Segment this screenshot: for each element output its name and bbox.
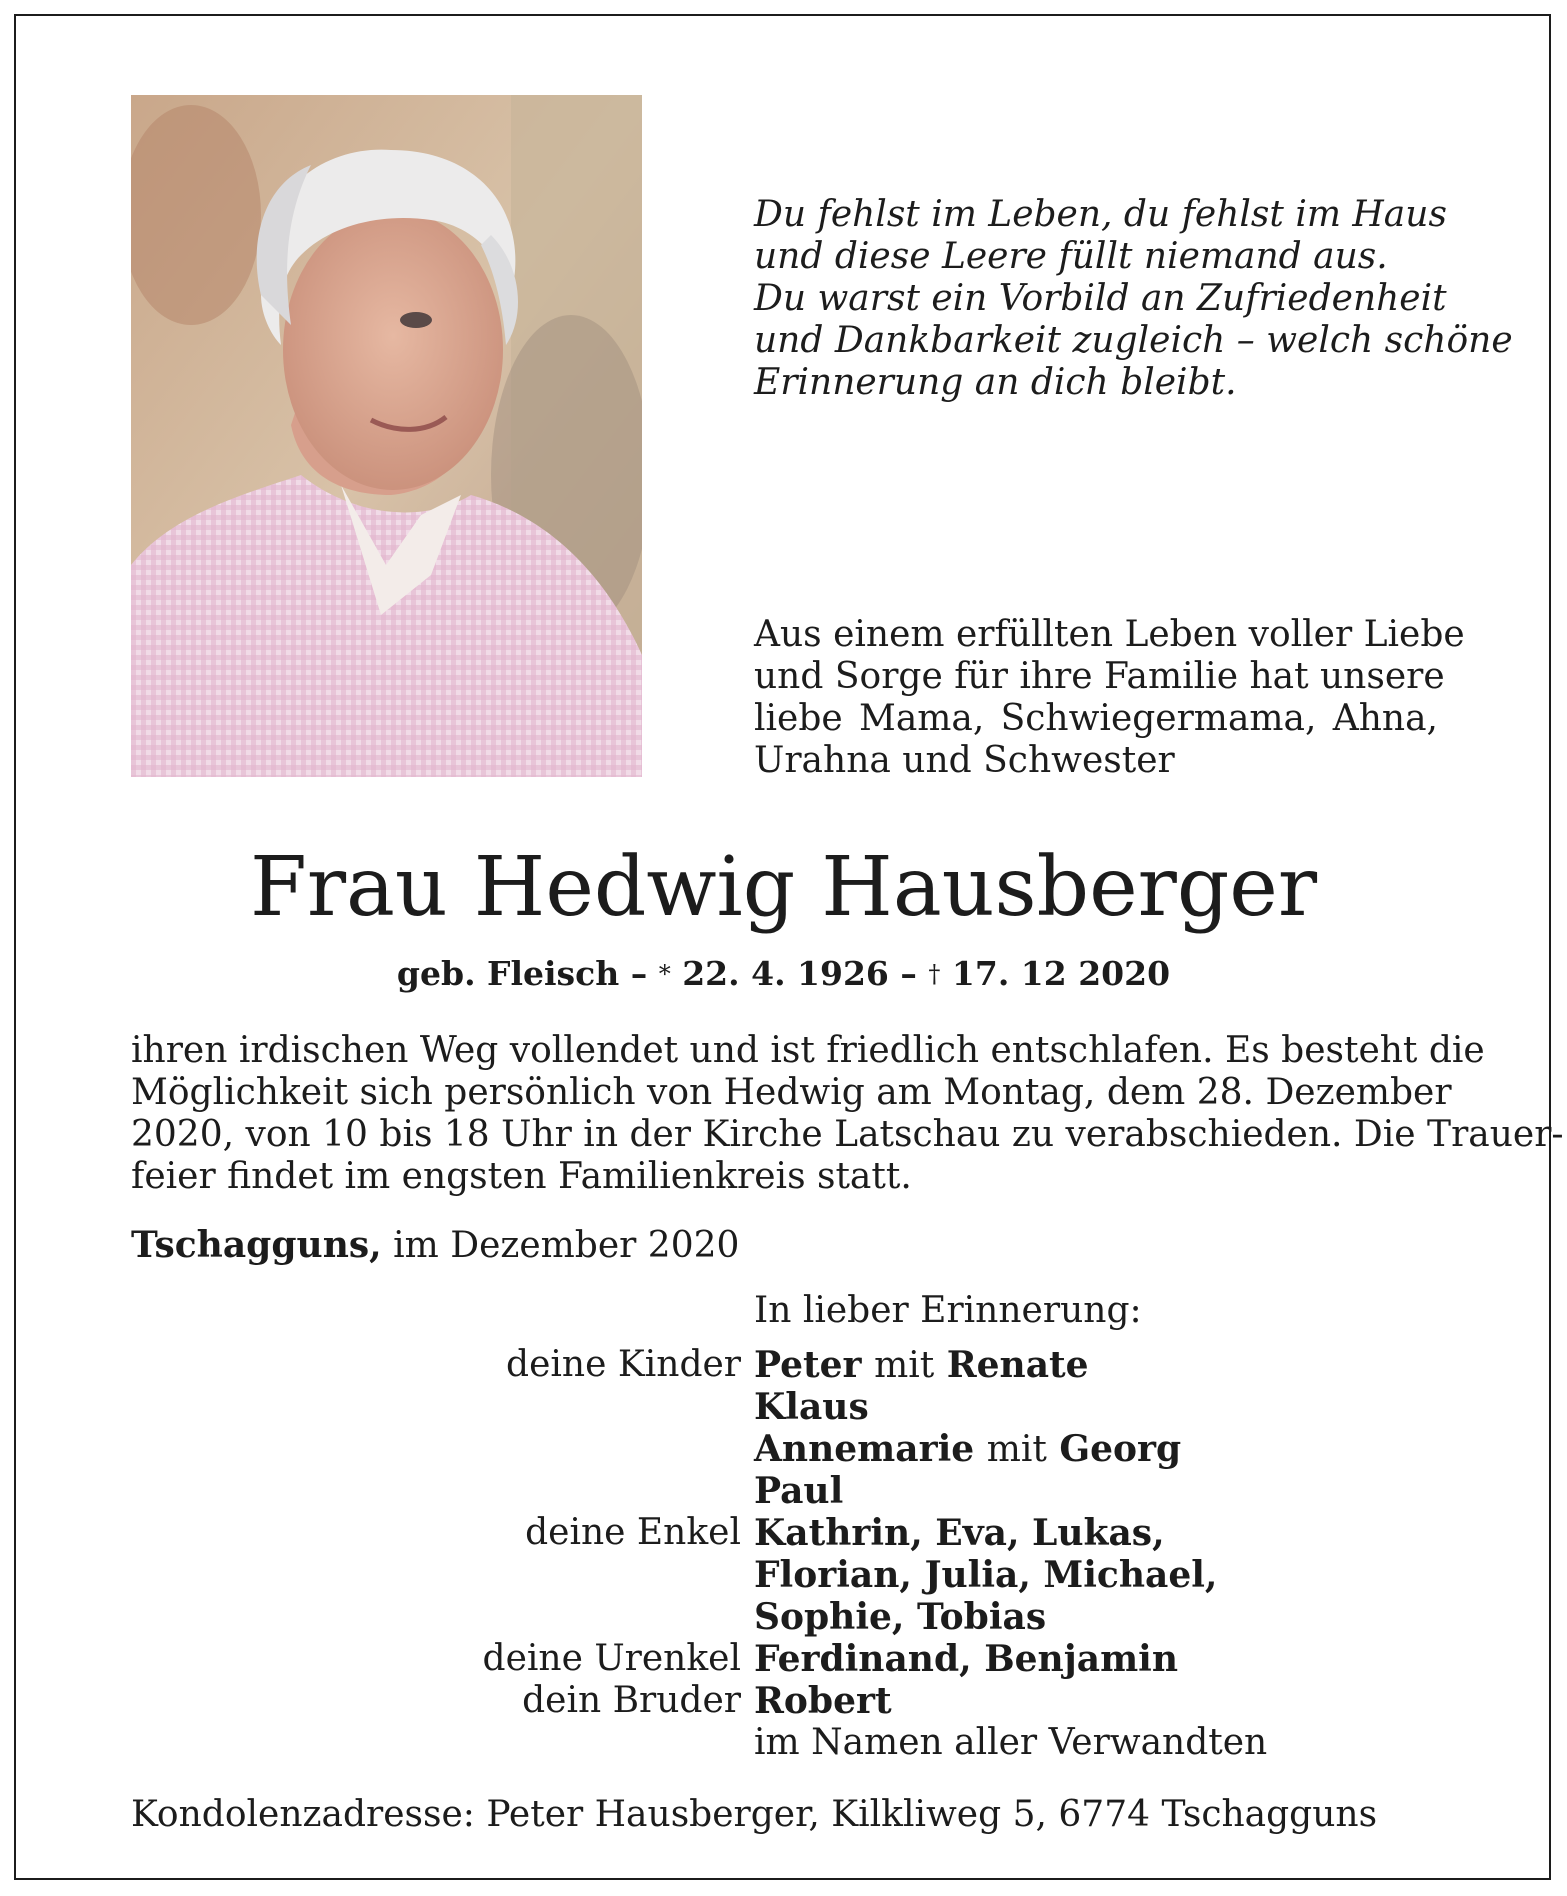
mourner-name: Paul [754, 1470, 844, 1512]
mourner-row [0, 1554, 1567, 1596]
condolence-address: Kondolenzadresse: Peter Hausberger, Kilkliweg 5, 6774 Tschagguns [131, 1794, 1378, 1835]
mourner-row [0, 1386, 1567, 1428]
death-date: 17. 12 2020 [951, 954, 1171, 993]
mourner-names [754, 1680, 892, 1722]
mourner-name: Sophie, Tobias [754, 1596, 1047, 1638]
deceased-name: Frau Hedwig Hausberger [249, 840, 1318, 935]
mourner-names [754, 1596, 1046, 1638]
death-symbol: † [928, 960, 941, 988]
mourner-name: Robert [754, 1680, 892, 1722]
mourner-relation: deine Urenkel [482, 1638, 741, 1679]
birth-symbol: * [658, 960, 671, 988]
intro-line: Urahna und Schwester [754, 740, 1175, 781]
mourner-row [0, 1596, 1567, 1638]
mourner-name: Klaus [754, 1386, 869, 1428]
mourner-name: Florian, Julia, Michael, [754, 1554, 1218, 1596]
mourner-row [0, 1344, 1567, 1386]
intro-paragraph [754, 614, 1465, 782]
mourners-list [0, 1344, 1567, 1722]
poem-line: Du warst ein Vorbild an Zufriedenheit [754, 278, 1447, 319]
mourner-name: Georg [1059, 1428, 1182, 1470]
intro-line: liebe Mama, Schwiegermama, Ahna, [754, 698, 1438, 739]
closing-phrase: In lieber Erinnerung: [754, 1290, 1142, 1331]
mourner-row [0, 1470, 1567, 1512]
place-date [131, 1224, 739, 1267]
mourner-name: Peter [754, 1344, 862, 1386]
mourner-row [0, 1428, 1567, 1470]
mourner-names [754, 1428, 1181, 1471]
mourner-conj: mit [874, 1345, 935, 1386]
birth-date: 22. 4. 1926 – [682, 954, 917, 993]
mourner-names [754, 1554, 1217, 1596]
body-line: ihren irdischen Weg vollendet und ist friedlich entschlafen. Es besteht die [131, 1030, 1485, 1071]
mourner-relation: deine Enkel [525, 1512, 741, 1553]
mourner-row [0, 1680, 1567, 1722]
poem-line: und diese Leere füllt niemand aus. [754, 236, 1388, 277]
poem-line: Erinnerung an dich bleibt. [754, 362, 1237, 403]
body-line: feier findet im engsten Familienkreis statt. [131, 1156, 912, 1197]
poem-line: und Dankbarkeit zugleich – welch schöne [754, 320, 1513, 361]
mourner-names [754, 1344, 1089, 1387]
mourner-row [0, 1512, 1567, 1554]
mourner-conj: mit [986, 1429, 1047, 1470]
relatives-line: im Namen aller Verwandten [754, 1722, 1268, 1763]
mourner-name: Renate [946, 1344, 1089, 1386]
mourner-name: Ferdinand, Benjamin [754, 1638, 1179, 1680]
place-date-text: im Dezember 2020 [393, 1225, 740, 1266]
mourner-names [754, 1512, 1165, 1554]
mourner-name: Kathrin, Eva, Lukas, [754, 1512, 1165, 1554]
mourner-names [754, 1386, 869, 1428]
mourner-names [754, 1470, 843, 1512]
announcement-text [131, 1030, 1564, 1198]
mourner-names [754, 1638, 1178, 1680]
poem-line: Du fehlst im Leben, du fehlst im Haus [754, 194, 1447, 235]
intro-line: und Sorge für ihre Familie hat unsere [754, 656, 1445, 697]
birth-name: geb. Fleisch – [396, 954, 648, 993]
mourner-row [0, 1638, 1567, 1680]
life-dates [0, 952, 1567, 996]
mourner-name: Annemarie [754, 1428, 975, 1470]
portrait-photo [131, 95, 642, 777]
intro-line: Aus einem erfüllten Leben voller Liebe [754, 614, 1465, 655]
mourner-relation: deine Kinder [506, 1344, 741, 1385]
body-line: 2020, von 10 bis 18 Uhr in der Kirche Latschau zu verabschieden. Die Trauer- [131, 1114, 1564, 1155]
body-line: Möglichkeit sich persönlich von Hedwig am Montag, dem 28. Dezember [131, 1072, 1452, 1113]
memorial-poem [754, 194, 1513, 404]
place-town: Tschagguns, [131, 1224, 382, 1266]
mourner-relation: dein Bruder [522, 1680, 741, 1721]
